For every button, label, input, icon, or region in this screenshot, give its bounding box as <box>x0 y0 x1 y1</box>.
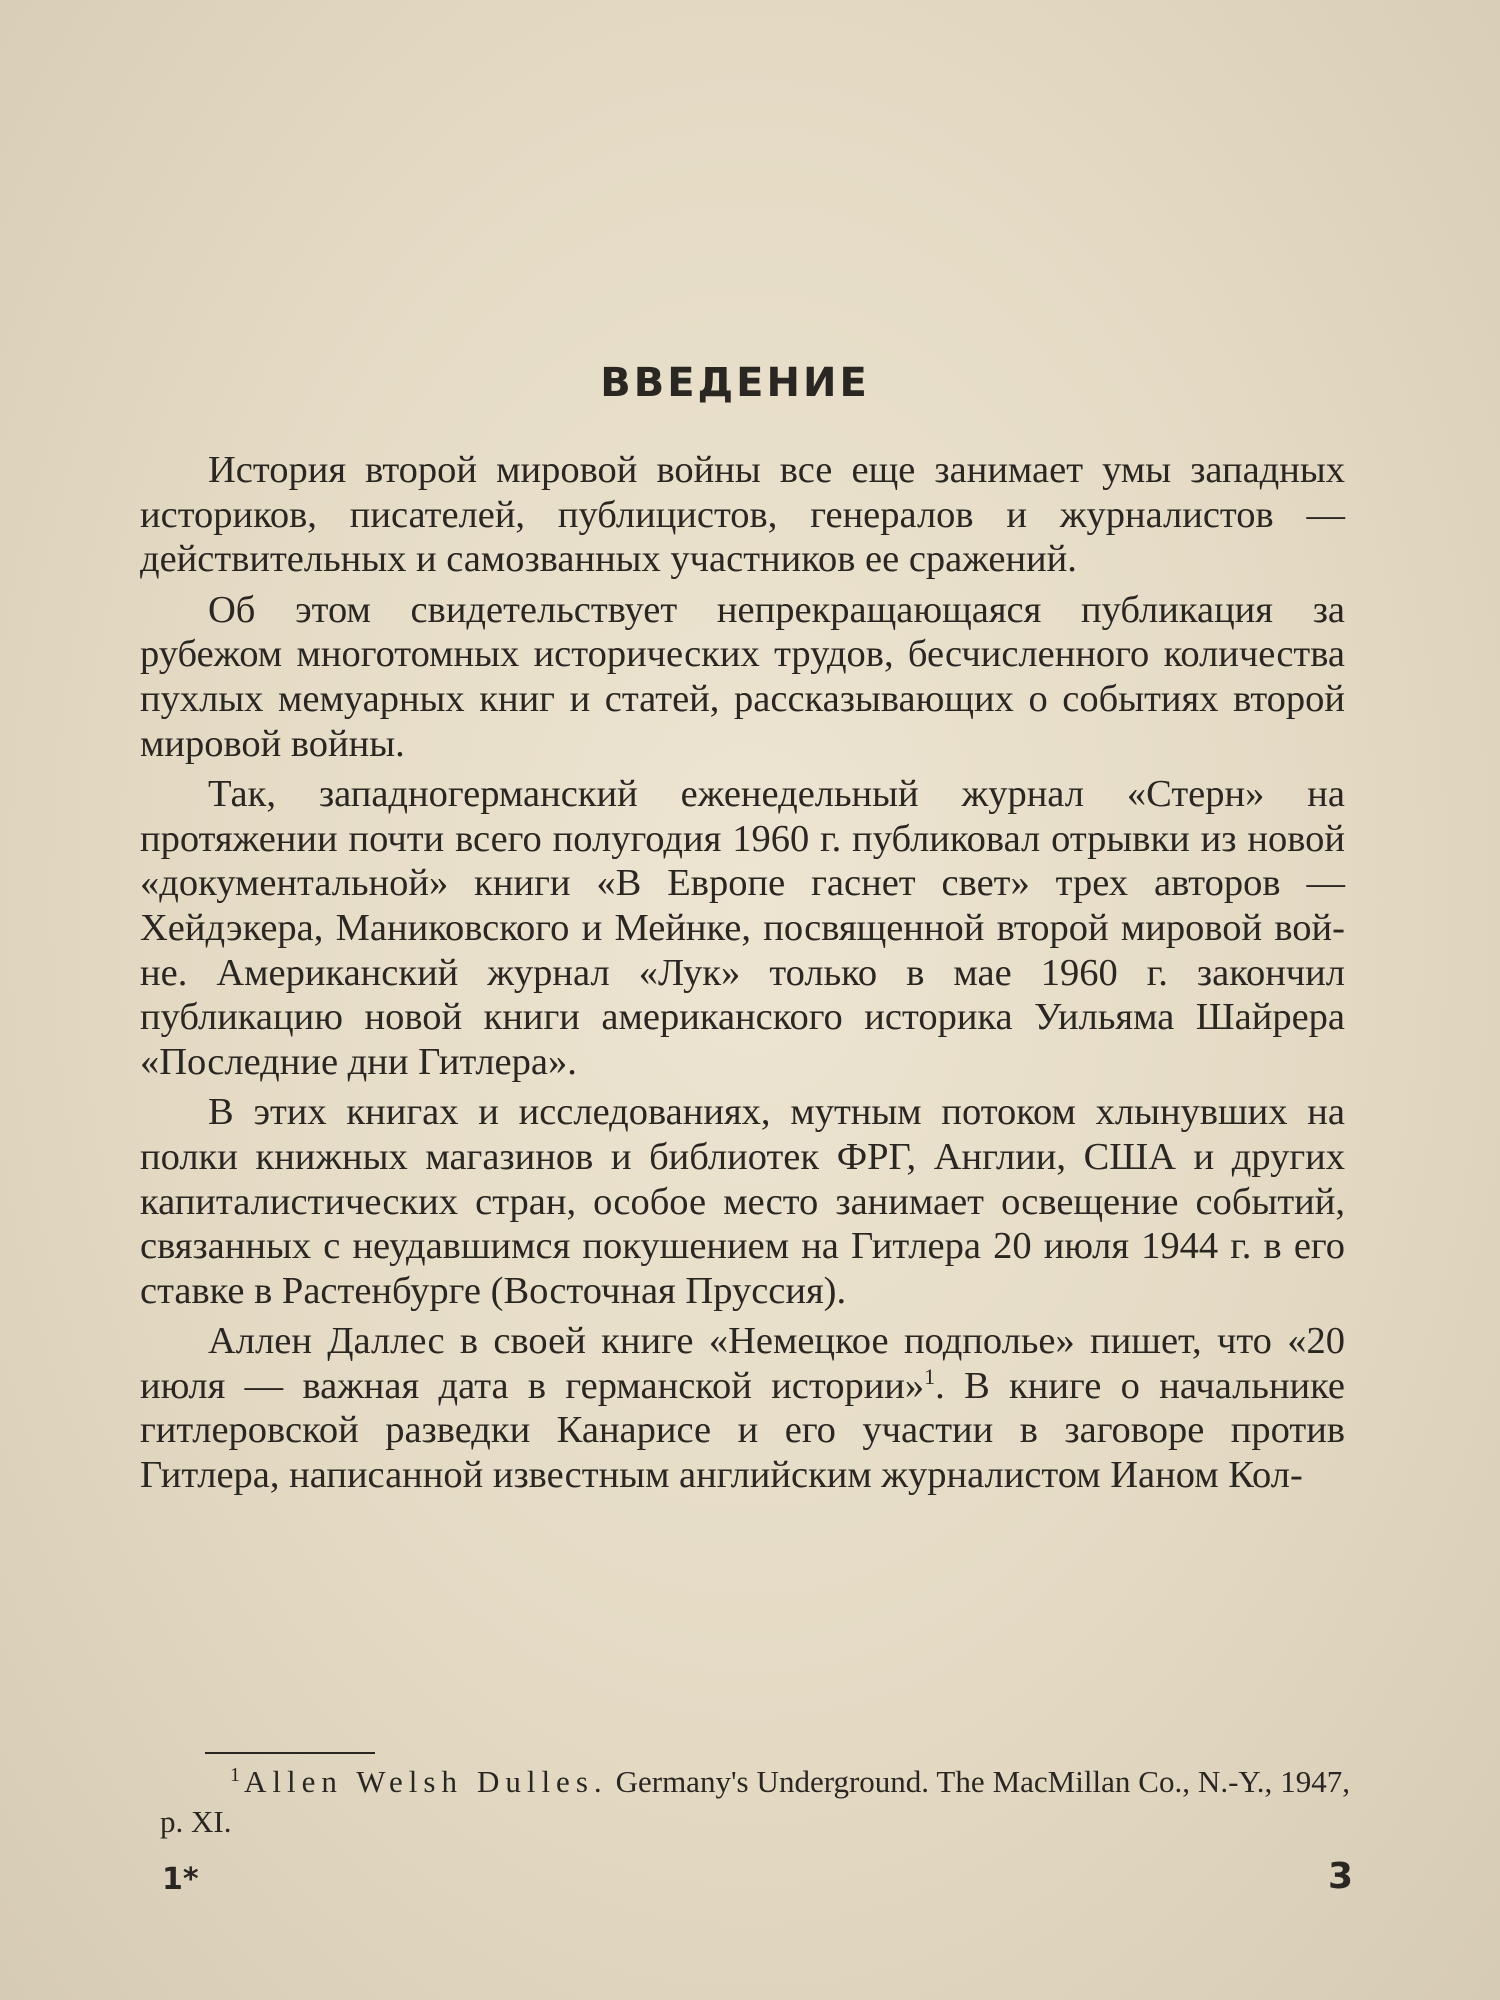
paragraph-4: В этих книгах и исследованиях, мутным потоком хлынувших на полки книжных магазинов и библиотек ФРГ, Англии, США и других капиталистических стран, особое место занимает освещение событий, связанных с неудавшимся покушением на Гитлера 20 июля 1944 г. в его ставке в Растенбурге (Восточная Пруссия). <box>140 1091 1345 1312</box>
footnote-reference: 1 <box>924 1364 936 1390</box>
paragraph-5 <box>140 1319 1345 1497</box>
body-text <box>140 448 1345 1504</box>
paragraph-3: Так, западногерманский еженедельный журнал «Стерн» на протяжении почти всего полугодия 1960 г. публиковал отрывки из новой «документальной» книги «В Европе гаснет свет» трех авторов — Хейдэкера, Маниковского и Мейнке, посвященной второй мировой войне. Американский журнал «Лук» только в мае 1960 г. закончил публикацию новой книги американского историка Уильяма Шайрера «Последние дни Гитлера». <box>140 773 1345 1083</box>
footnote-divider <box>205 1752 375 1754</box>
footnote-number: 1 <box>230 1763 240 1786</box>
paragraph-5-text-after: . В книге о начальнике гитлеровской разведки Канарисе и его участии в заговоре против Гитлера, написанной известным английским журналистом Ианом Кол- <box>140 1364 1345 1497</box>
footnote-author: Allen Welsh Dulles. <box>244 1764 608 1799</box>
paragraph-1: История второй мировой войны все еще занимает умы западных историков, писателей, публицистов, генералов и журналистов — действительных и самозванных участников ее сражений. <box>140 449 1345 581</box>
signature-mark: 1* <box>162 1862 199 1897</box>
page-number: 3 <box>1328 1856 1354 1897</box>
chapter-heading: ВВЕДЕНИЕ <box>600 360 870 406</box>
footnote <box>160 1762 1350 1842</box>
paragraph-2: Об этом свидетельствует непрекращающаяся публикация за рубежом многотомных исторических трудов, бесчисленного количества пухлых мемуарных книг и статей, рассказывающих о событиях второй мировой войны. <box>140 588 1345 765</box>
footnote-text: Germany's Underground. The MacMillan Co., N.-Y., 1947, p. XI. <box>160 1764 1350 1839</box>
paragraph-5-text-before: Аллен Даллес в своей книге «Немецкое подполье» пишет, что «20 июля — важная дата в германской истории» <box>140 1320 1345 1407</box>
